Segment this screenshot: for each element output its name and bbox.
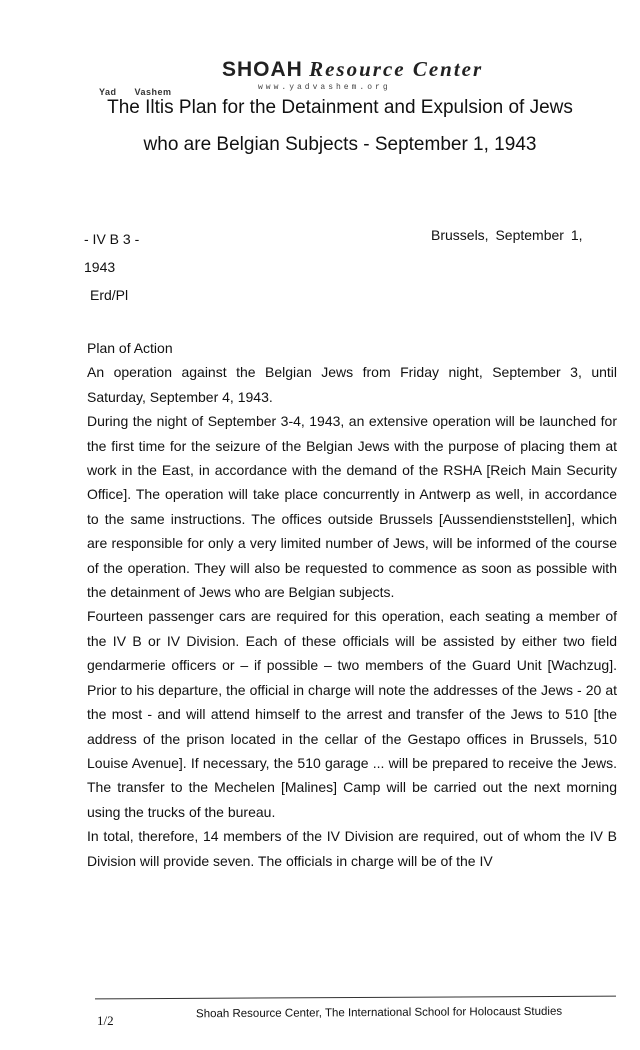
brand-shoah: SHOAH	[222, 58, 303, 81]
document-body	[87, 336, 617, 873]
brand-logo	[222, 57, 483, 82]
body-paragraph: In total, therefore, 14 members of the IV Division are required, out of whom the IV B Division will provide seven. The officials in charge will be of the IV	[87, 828, 617, 869]
place-date: Brussels, September 1,	[431, 227, 583, 243]
reference-code: - IV B 3 -	[84, 231, 140, 247]
page-number: 1/2	[97, 1013, 114, 1028]
body-paragraph: During the night of September 3-4, 1943, an extensive operation will be launched for the first time for the seizure of the Belgian Jews with the purpose of placing them at work in the East, in accordance with the demand of the RSHA [Reich Main Security Office]. The operation will take place concurrently in Antwerp as well, in accordance to the same instructions. The offices outside Brussels [Aussendienststellen], which are responsible for only a very limited number of Jews, will be informed of the course of the operation. They will also be requested to commence as soon as possible with the detainment of Jews who are Belgian subjects.	[87, 413, 617, 601]
plan-heading: Plan of Action	[87, 340, 173, 356]
reference-initials: Erd/Pl	[90, 287, 129, 303]
footer-divider	[95, 996, 616, 1000]
body-paragraph: Fourteen passenger cars are required for this operation, each seating a member of the IV B or IV Division. Each of these officials will be assisted by either two field gendarmerie officers or – if possible – two members of the Guard Unit [Wachzug]. Prior to his departure, the official in charge will note the addresses of the Jews - 20 at the most - and will attend himself to the arrest and transfer of the Jews to 510 [the address of the prison located in the cellar of the Gestapo offices in Brussels, 510 Louise Avenue]. If necessary, the 510 garage ... will be prepared to receive the Jews. The transfer to the Mechelen [Malines] Camp will be carried out the next morning using the trucks of the bureau.	[87, 608, 617, 820]
brand-resource-center: Resource Center	[309, 57, 484, 81]
yad-vashem-label	[99, 87, 190, 97]
reference-year: 1943	[84, 259, 116, 275]
document-title-line-2: who are Belgian Subjects - September 1, 1943	[143, 134, 537, 155]
brand-url: www.yadvashem.org	[258, 83, 391, 92]
document-title-line-1: The Iltis Plan for the Detainment and Expulsion of Jews	[107, 97, 573, 118]
vashem-word: Vashem	[134, 87, 172, 97]
yad-word: Yad	[99, 87, 117, 97]
footer-text: Shoah Resource Center, The International School for Holocaust Studies	[195, 1005, 563, 1021]
body-paragraph: An operation against the Belgian Jews from Friday night, September 3, until Saturday, September 4, 1943.	[87, 364, 617, 405]
